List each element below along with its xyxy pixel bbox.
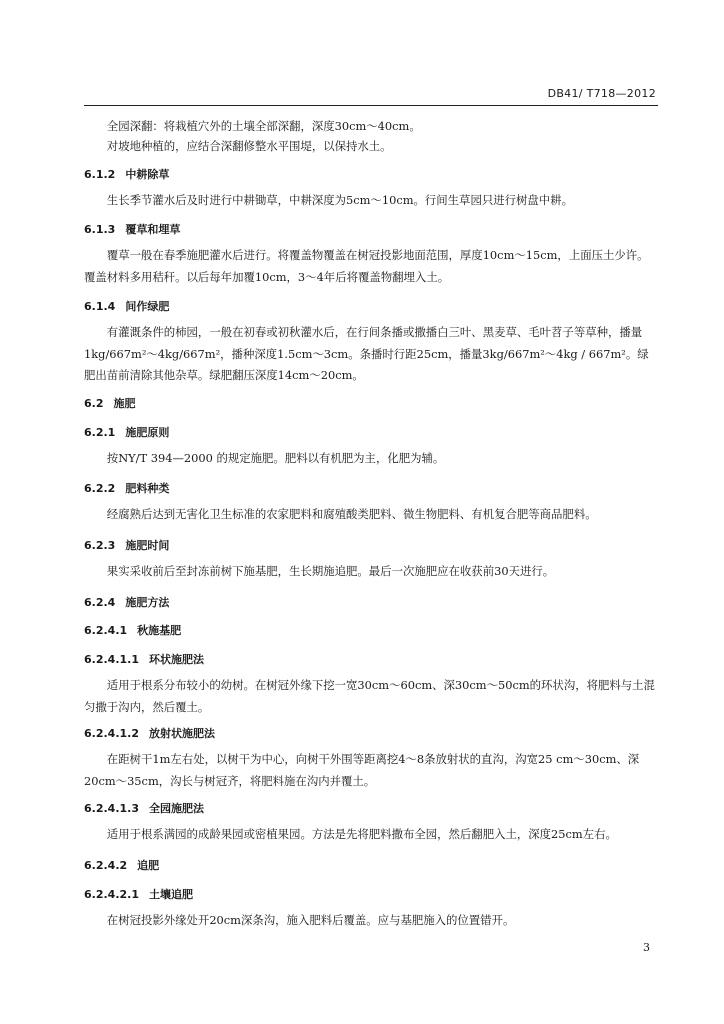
section-heading xyxy=(84,857,159,873)
section-heading xyxy=(84,395,136,411)
paragraph: 在距树干1m左右处，以树干为中心，向树干外围等距离挖4～8条放射状的直沟，沟宽25 cm～30cm、深20cm～35cm，沟长与树冠齐，将肥料施在沟内并覆土。 xyxy=(84,752,640,788)
section-heading xyxy=(84,166,169,182)
document-code: DB41/ T718—2012 xyxy=(547,87,656,100)
section-title: 放射状施肥法 xyxy=(148,727,215,740)
section-title: 间作绿肥 xyxy=(125,300,170,313)
section-title: 施肥原则 xyxy=(125,426,170,439)
section-title: 施肥 xyxy=(113,397,136,410)
paragraph: 有灌溉条件的柿园，一般在初春或初秋灌水后，在行间条播或撒播白三叶、黑麦草、毛叶苕子等草种，播量1kg/667m²～4kg/667m²，播种深度1.5cm～3cm。条播时行距25cm，播量3kg/667m²～4kg / 667m²。绿肥出苗前清除其他杂草。绿肥翻压深度14cm～20cm。 xyxy=(84,325,649,382)
section-title: 覆草和埋草 xyxy=(125,223,181,236)
section-heading xyxy=(84,622,181,638)
section-heading xyxy=(84,800,204,816)
paragraph: 在树冠投影外缘处开20cm深条沟，施入肥料后覆盖。应与基肥施入的位置错开。 xyxy=(106,913,515,927)
section-number: 6.2.4.2 xyxy=(84,859,128,872)
section-heading xyxy=(84,221,180,237)
section-number: 6.2 xyxy=(84,397,104,410)
section-title: 环状施肥法 xyxy=(148,653,204,666)
section-title: 施肥时间 xyxy=(125,539,170,552)
section-heading xyxy=(84,725,215,741)
paragraph: 果实采收前后至封冻前树下施基肥，生长期施追肥。最后一次施肥应在收获前30天进行。 xyxy=(106,564,555,578)
paragraph: 适用于根系满园的成龄果园或密植果园。方法是先将肥料撒布全园，然后翻肥入土，深度25cm左右。 xyxy=(106,827,617,841)
section-title: 施肥方法 xyxy=(125,596,170,609)
section-heading xyxy=(84,424,169,440)
section-number: 6.1.3 xyxy=(84,223,116,236)
section-heading xyxy=(84,298,169,314)
section-number: 6.2.1 xyxy=(84,426,116,439)
section-number: 6.2.4 xyxy=(84,596,116,609)
paragraph: 全园深翻：将栽植穴外的土壤全部深翻，深度30cm～40cm。 xyxy=(106,119,421,133)
section-title: 追肥 xyxy=(137,859,160,872)
paragraph: 适用于根系分布较小的幼树。在树冠外缘下挖一宽30cm～60cm、深30cm～50cm的环状沟，将肥料与土混匀撒于沟内，然后覆土。 xyxy=(84,678,655,714)
section-title: 全园施肥法 xyxy=(148,802,204,815)
paragraph: 按NY/T 394—2000 的规定施肥。肥料以有机肥为主，化肥为辅。 xyxy=(106,451,445,465)
section-heading xyxy=(84,886,193,902)
section-heading xyxy=(84,480,169,496)
section-number: 6.2.4.2.1 xyxy=(84,888,139,901)
section-heading xyxy=(84,651,204,667)
section-number: 6.2.4.1.2 xyxy=(84,727,139,740)
section-number: 6.2.4.1.3 xyxy=(84,802,139,815)
header-divider xyxy=(84,105,658,106)
section-number: 6.2.4.1.1 xyxy=(84,653,139,666)
section-number: 6.2.2 xyxy=(84,482,116,495)
page-number: 3 xyxy=(643,941,650,954)
section-title: 肥料种类 xyxy=(125,482,170,495)
section-number: 6.2.4.1 xyxy=(84,624,128,637)
section-number: 6.1.4 xyxy=(84,300,116,313)
paragraph: 生长季节灌水后及时进行中耕锄草，中耕深度为5cm～10cm。行间生草园只进行树盘中耕。 xyxy=(106,193,573,207)
section-title: 中耕除草 xyxy=(125,168,170,181)
section-number: 6.2.3 xyxy=(84,539,116,552)
section-heading xyxy=(84,594,169,610)
section-title: 秋施基肥 xyxy=(137,624,182,637)
section-title: 土壤追肥 xyxy=(148,888,193,901)
paragraph: 覆草一般在春季施肥灌水后进行。将覆盖物覆盖在树冠投影地面范围，厚度10cm～15cm，上面压土少许。覆盖材料多用秸秆。以后每年加覆10cm，3～4年后将覆盖物翻埋入土。 xyxy=(84,248,649,284)
section-number: 6.1.2 xyxy=(84,168,116,181)
paragraph: 经腐熟后达到无害化卫生标准的农家肥料和腐殖酸类肥料、微生物肥料、有机复合肥等商品肥料。 xyxy=(106,507,597,521)
section-heading xyxy=(84,537,169,553)
paragraph: 对坡地种植的，应结合深翻修整水平围堤，以保持水土。 xyxy=(106,139,392,153)
